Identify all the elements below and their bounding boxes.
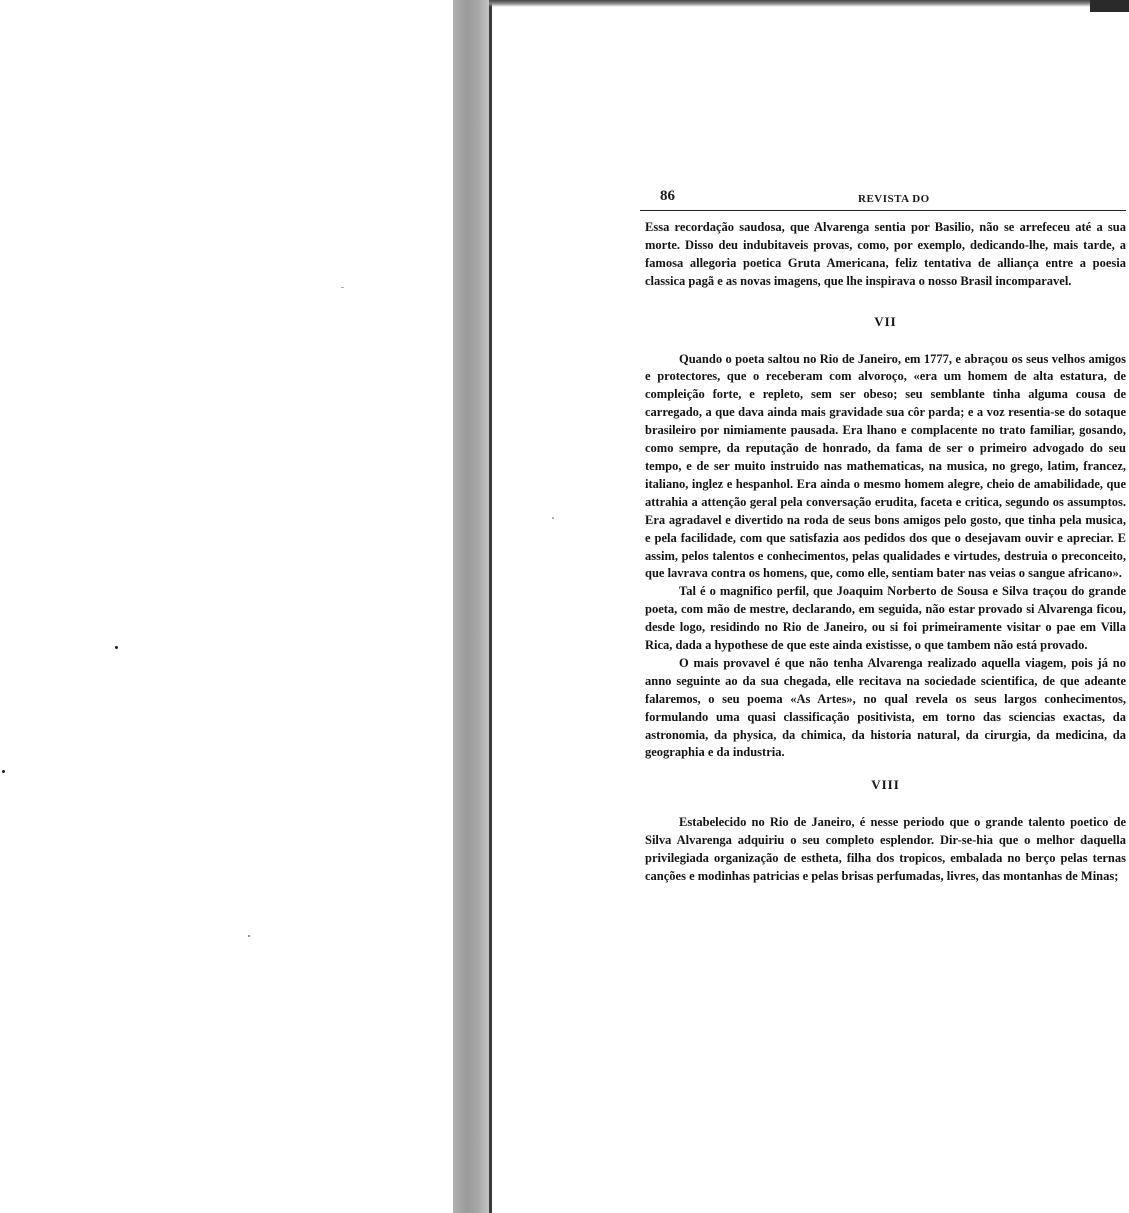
- paragraph: Tal é o magnifico perfil, que Joaquim Norberto de Sousa e Silva traçou do grande poeta, com mão de mestre, declarando, em seguida, não estar provado si Alvarenga ficou, desde logo, residindo no Rio de Janeiro, ou si foi primeiramente visitar o pae em Villa Rica, dada a hypothese de que este ainda existisse, o que tambem não está provado.: [645, 584, 1126, 653]
- scan-speck: [115, 646, 118, 649]
- book-gutter-shadow: [453, 0, 489, 1213]
- page-binding-edge: [489, 0, 492, 1213]
- scan-speck: [341, 287, 344, 288]
- corner-scan-mark: [1090, 0, 1129, 12]
- paragraph: Estabelecido no Rio de Janeiro, é nesse periodo que o grande talento poetico de Silva Alvarenga adquiriu o seu completo esplendor. Dir-se-hia que o melhor daquella privilegiada organização de estheta, filha dos tropicos, embalada no berço pelas ternas canções e modinhas patricias e pelas brisas perfumadas, livres, das montanhas de Minas;: [645, 815, 1126, 883]
- paragraph: Essa recordação saudosa, que Alvarenga sentia por Basilio, não se arrefeceu até a sua morte. Disso deu indubitaveis provas, como, por exemplo, dedicando-lhe, mais tarde, a famosa allegoria poetica Gruta Americana, feliz tentativa de alliança entre a poesia classica pagã e as novas imagens, que lhe inspirava o nosso Brasil incomparavel.: [645, 220, 1126, 288]
- scan-speck: [552, 517, 554, 519]
- page-number: 86: [660, 188, 675, 204]
- paragraph: O mais provavel é que não tenha Alvarenga realizado aquella viagem, pois já no anno seguinte ao da sua chegada, elle recitava na sociedade scientifica, de que adeante falaremos, o seu poema «As Artes», no qual revela os seus largos conhecimentos, formulando uma quasi classificação positivista, em torno das sciencias exactas, da astronomia, da physica, da chimica, da historia natural, da cirurgia, da medicina, da geographia e da industria.: [645, 655, 1126, 760]
- section-heading-vii: VII: [874, 313, 897, 329]
- scan-speck: [2, 770, 5, 773]
- scan-speck: [248, 935, 250, 937]
- document-page: [640, 188, 1126, 1093]
- page-header: [640, 188, 1126, 211]
- paragraph: Quando o poeta saltou no Rio de Janeiro, em 1777, e abraçou os seus velhos amigos e protectores, que o receberam com alvoroço, «era um homem de alta estatura, de compleição forte, e repleto, sem ser obeso; seu semblante tinha alguma cousa de carregado, a que dava ainda mais gravidade sua côr parda; e a voz resentia-se do sotaque brasileiro por nimiamente pausada. Era lhano e complacente no trato familiar, gosando, como sempre, da reputação de honrado, da fama de ser o primeiro advogado do seu tempo, e de ser muito instruido nas mathematicas, na musica, no grego, latim, francez, italiano, inglez e hespanhol. Era ainda o mesmo homem alegre, cheio de amabilidade, que attrahia a attenção geral pela conversação erudita, faceta e critica, segundo os assumptos. Era agradavel e divertido na roda de seus bons amigos pelo gosto, que tinha pela musica, e pela facilidade, com que satisfazia aos pedidos dos que o desejavam ouvir e apreciar. E assim, pelos talentos e conhecimentos, pelas qualidades e virtudes, destruia o preconceito, que lavrava contra os homens, que, como elle, sentiam bater nas veias o sangue africano».: [645, 351, 1126, 581]
- running-head: REVISTA DO: [858, 193, 930, 205]
- section-heading-viii: VIII: [871, 777, 900, 793]
- page-top-shadow: [489, 0, 1129, 7]
- page-body: [640, 219, 1126, 886]
